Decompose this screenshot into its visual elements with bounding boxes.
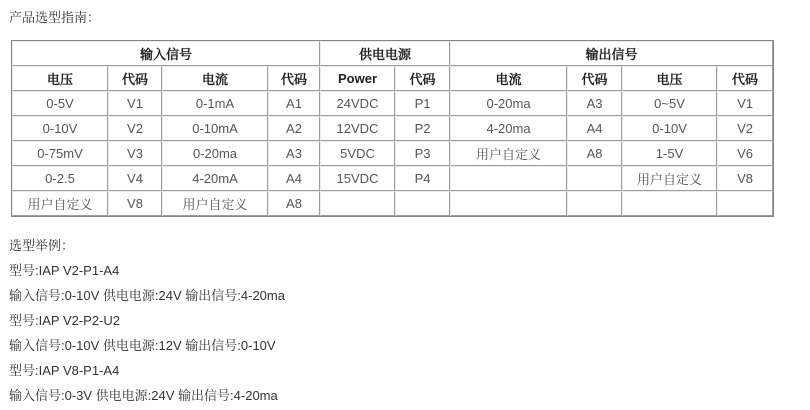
table-cell: 用户自定义 — [622, 166, 717, 191]
table-cell — [622, 191, 717, 216]
col-header-input-current: 电流 — [162, 66, 268, 91]
table-cell: 24VDC — [320, 91, 395, 116]
group-header-row — [12, 41, 773, 66]
col-header-output-voltage: 电压 — [622, 66, 717, 91]
table-cell: A3 — [567, 91, 622, 116]
table-cell: 0-75mV — [12, 141, 108, 166]
table-row — [12, 91, 773, 116]
table-cell — [717, 191, 773, 216]
table-cell: 4-20ma — [450, 116, 567, 141]
table-cell: 5VDC — [320, 141, 395, 166]
table-cell: 用户自定义 — [162, 191, 268, 216]
table-cell — [450, 191, 567, 216]
col-header-output-current: 电流 — [450, 66, 567, 91]
table-cell: A8 — [567, 141, 622, 166]
table-cell: 用户自定义 — [450, 141, 567, 166]
col-header-output-voltage-code: 代码 — [717, 66, 773, 91]
table-cell: 0-1mA — [162, 91, 268, 116]
table-row — [12, 191, 773, 216]
col-header-input-voltage: 电压 — [12, 66, 108, 91]
table-cell: 15VDC — [320, 166, 395, 191]
table-cell: V1 — [717, 91, 773, 116]
col-header-input-current-code: 代码 — [268, 66, 320, 91]
table-cell: A2 — [268, 116, 320, 141]
table-cell: 0-20ma — [450, 91, 567, 116]
table-row — [12, 166, 773, 191]
table-cell: 1-5V — [622, 141, 717, 166]
group-header-output-signal: 输出信号 — [450, 41, 773, 66]
example-model-line: 型号:IAP V2-P2-U2 — [9, 313, 121, 328]
table-cell: 0-20ma — [162, 141, 268, 166]
table-cell: A4 — [268, 166, 320, 191]
table-cell — [320, 191, 395, 216]
column-header-row — [12, 66, 773, 91]
table-cell: V2 — [108, 116, 162, 141]
page-title: 产品选型指南： — [9, 10, 101, 25]
table-cell: 0~5V — [622, 91, 717, 116]
table-row — [12, 141, 773, 166]
table-cell: V2 — [717, 116, 773, 141]
table-cell — [395, 191, 450, 216]
table-cell: 0-10V — [12, 116, 108, 141]
table-cell: P1 — [395, 91, 450, 116]
table-cell: V8 — [717, 166, 773, 191]
col-header-input-voltage-code: 代码 — [108, 66, 162, 91]
table-cell: A4 — [567, 116, 622, 141]
table-cell: V1 — [108, 91, 162, 116]
examples-section — [9, 233, 285, 408]
table-cell: A8 — [268, 191, 320, 216]
table-cell: 12VDC — [320, 116, 395, 141]
table-cell: 0-10V — [622, 116, 717, 141]
table-cell: A3 — [268, 141, 320, 166]
col-header-power: Power — [320, 66, 395, 91]
table-cell: P4 — [395, 166, 450, 191]
example-detail-line: 输入信号:0-10V 供电电源:12V 输出信号:0-10V — [9, 338, 276, 353]
table-cell — [450, 166, 567, 191]
col-header-power-code: 代码 — [395, 66, 450, 91]
table-cell: P3 — [395, 141, 450, 166]
table-cell: 4-20mA — [162, 166, 268, 191]
table-cell: 用户自定义 — [12, 191, 108, 216]
example-detail-line: 输入信号:0-3V 供电电源:24V 输出信号:4-20ma — [9, 388, 278, 403]
table-cell: V3 — [108, 141, 162, 166]
table-cell — [567, 166, 622, 191]
table-cell: V6 — [717, 141, 773, 166]
table-cell: P2 — [395, 116, 450, 141]
example-model-line: 型号:IAP V2-P1-A4 — [9, 263, 120, 278]
example-model-line: 型号:IAP V8-P1-A4 — [9, 363, 120, 378]
selection-table — [11, 40, 774, 217]
table-cell: V8 — [108, 191, 162, 216]
examples-heading: 选型举例： — [9, 238, 75, 253]
example-detail-line: 输入信号:0-10V 供电电源:24V 输出信号:4-20ma — [9, 288, 285, 303]
group-header-input-signal: 输入信号 — [12, 41, 320, 66]
group-header-power-supply: 供电电源 — [320, 41, 450, 66]
table-row — [12, 116, 773, 141]
table-cell — [567, 191, 622, 216]
table-cell: 0-5V — [12, 91, 108, 116]
table-cell: 0-2.5 — [12, 166, 108, 191]
table-cell: A1 — [268, 91, 320, 116]
table-cell: 0-10mA — [162, 116, 268, 141]
table-cell: V4 — [108, 166, 162, 191]
col-header-output-current-code: 代码 — [567, 66, 622, 91]
